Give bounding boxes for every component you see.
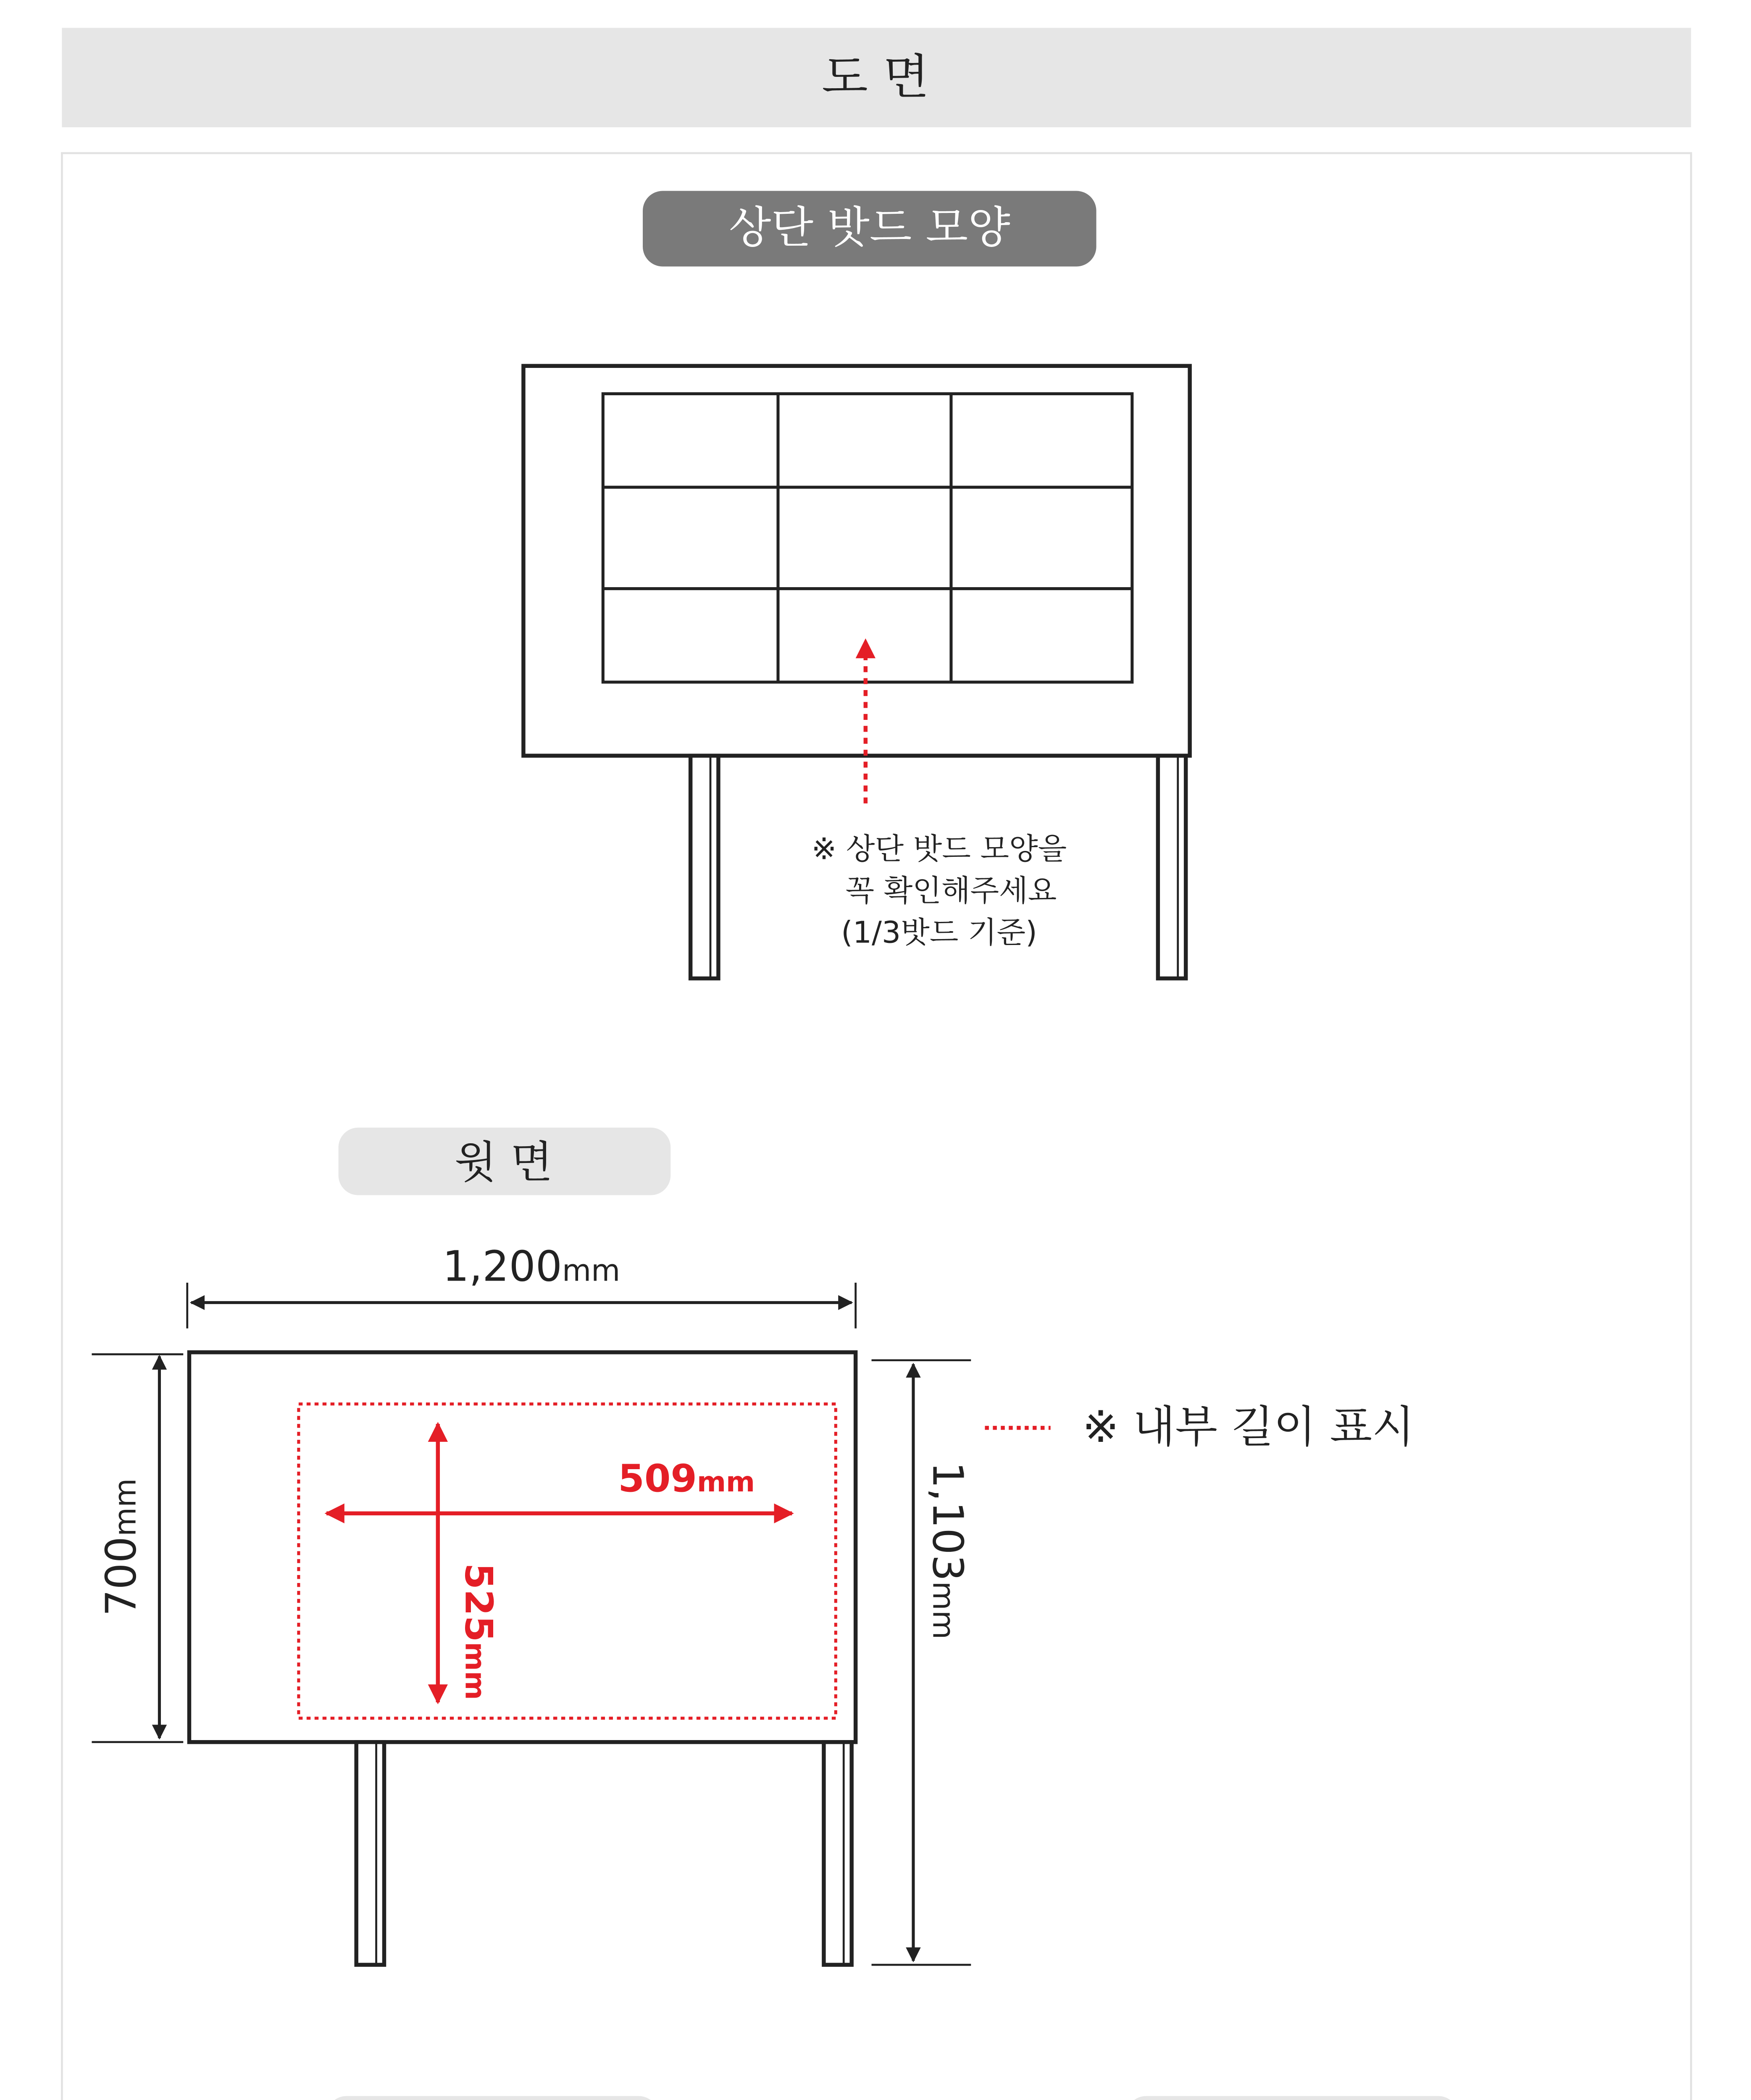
top-height-label: 1,103mm bbox=[923, 1462, 972, 1640]
top-width-label: 1,200mm bbox=[442, 1242, 620, 1291]
table-leg-left bbox=[691, 756, 718, 978]
legend-text: ※ 내부 길이 표시 bbox=[1082, 1401, 1414, 1452]
top-inner-depth-label: 525mm bbox=[456, 1563, 501, 1700]
pan-note-line-1: ※ 상단 밧드 모양을 bbox=[811, 831, 1067, 866]
page-title: 도 면 bbox=[822, 49, 929, 105]
top-view-label: 윗 면 bbox=[454, 1137, 553, 1188]
top-table-body bbox=[189, 1352, 855, 1742]
table-top-outline bbox=[523, 366, 1190, 756]
top-depth-label: 700mm bbox=[97, 1478, 146, 1616]
top-leg-left bbox=[356, 1742, 384, 1965]
table-leg-right bbox=[1158, 756, 1186, 978]
pan-note-line-2: 꼭 확인해주세요 bbox=[845, 873, 1057, 908]
pan-shape-label: 상단 밧드 모양 bbox=[728, 202, 1010, 253]
front-view-pill bbox=[326, 2096, 659, 2100]
top-leg-right bbox=[824, 1742, 852, 1965]
top-inner-width-label: 509mm bbox=[618, 1457, 755, 1501]
pan-note-line-3: (1/3밧드 기준) bbox=[841, 915, 1037, 950]
side-view-pill bbox=[1126, 2096, 1459, 2100]
